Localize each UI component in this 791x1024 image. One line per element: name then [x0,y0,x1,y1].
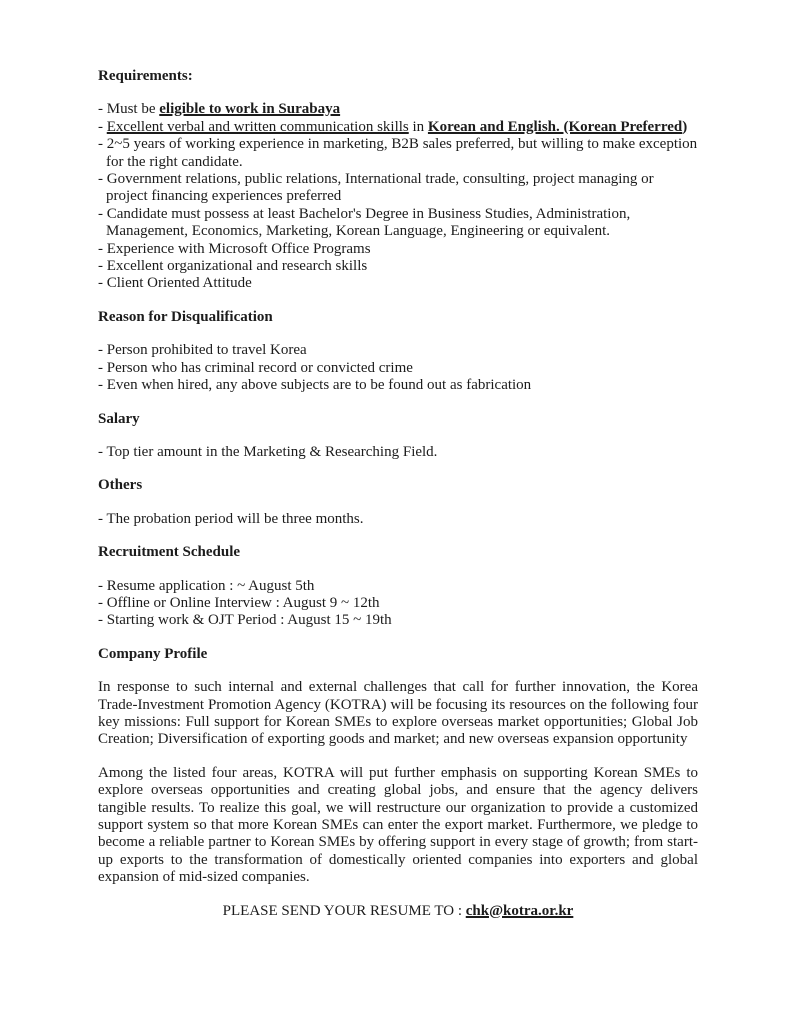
requirement-item-2-bold: Korean and English. (Korean Preferred [427,118,683,135]
disqualification-item-1: - Person prohibited to travel Korea [98,342,307,359]
schedule-item-2: - Offline or Online Interview : August 9 ~ 12th [98,594,380,611]
resume-footer-line [98,903,698,920]
schedule-item-1: - Resume application : ~ August 5th [98,577,315,594]
requirement-item-2-middle: in [408,118,428,135]
requirements-list [98,101,698,292]
requirement-item-5: - Candidate must possess at least Bachelor's Degree in Business Studies, Administration, Management, Economics, Marketing, Korean Language, Engineering or equivalent. [98,205,631,240]
company-profile-paragraph-2: Among the listed four areas, KOTRA will put further emphasis on supporting Korean SMEs to explore overseas opportunities and creating global jobs, and ensure that the agency delivers tangible results. To realize this goal, we will restructure our organization to provide a customized support system so that more Korean SMEs can enter the export market. Furthermore, we pledge to become a reliable partner to Korean SMEs by offering support in every stage of growth; from start-up exports to the transformation of domestically oriented companies into exporters and global expansion of mid-sized companies. [98,764,698,886]
disqualification-list [98,342,698,394]
resume-email-link[interactable]: chk@kotra.or.kr [465,902,574,919]
company-profile-paragraph-1: In response to such internal and external challenges that call for further innovation, the Korea Trade-Investment Promotion Agency (KOTRA) will be focusing its resources on the following four key missions: Full support for Korean SMEs to explore overseas market opportunities; Global Job Creation; Diversification of exporting goods and market; and new overseas expansion opportunity [98,679,698,748]
requirement-item-2-underlined: Excellent verbal and written communication skills [106,118,409,135]
requirement-item-7: - Excellent organizational and research skills [98,258,368,275]
document-content [98,68,698,920]
salary-heading: Salary [98,410,140,427]
resume-footer-label: PLEASE SEND YOUR RESUME TO : [222,902,466,919]
requirements-heading: Requirements: [98,68,193,84]
schedule-list [98,578,698,630]
disqualification-heading: Reason for Disqualification [98,308,273,325]
requirement-item-3: - 2~5 years of working experience in marketing, B2B sales preferred, but willing to make exception for the right candidate. [98,136,698,170]
others-heading: Others [98,477,143,494]
disqualification-item-3: - Even when hired, any above subjects are to be found out as fabrication [98,377,532,394]
requirement-item-2-dash: - [98,118,107,135]
salary-item-1: - Top tier amount in the Marketing & Researching Field. [98,443,438,460]
company-profile-heading: Company Profile [98,645,208,662]
requirement-item-2-paren: ) [682,118,688,135]
schedule-item-3: - Starting work & OJT Period : August 15 ~ 19th [98,612,392,629]
requirement-item-1-prefix: - Must be [98,101,160,118]
others-item-1: - The probation period will be three months. [98,510,364,527]
requirement-item-6: - Experience with Microsoft Office Programs [98,240,371,257]
disqualification-item-2: - Person who has criminal record or convicted crime [98,359,413,376]
schedule-heading: Recruitment Schedule [98,544,241,561]
requirement-item-2 [98,119,698,136]
salary-list [98,444,698,461]
others-list [98,511,698,528]
requirement-item-1-emphasis: eligible to work in Surabaya [159,101,341,118]
requirement-item-4: - Government relations, public relations, International trade, consulting, project managing or project financing experiences preferred [98,171,654,205]
requirement-item-8: - Client Oriented Attitude [98,275,252,292]
requirement-item-1 [98,101,698,118]
